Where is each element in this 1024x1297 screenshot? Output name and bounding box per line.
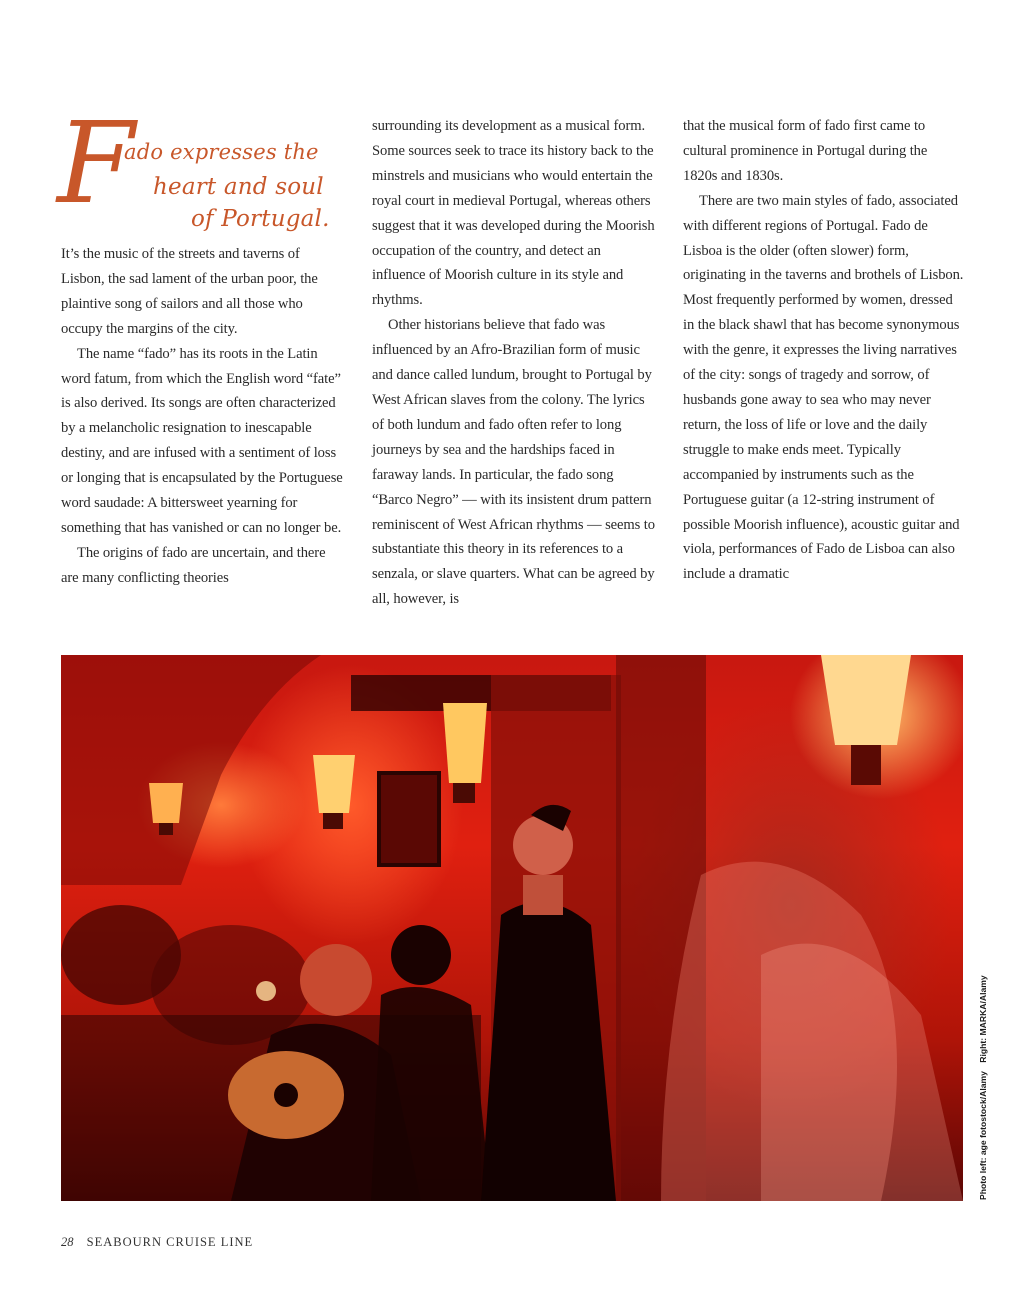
paragraph: The origins of fado are uncertain, and there are many conflicting theories [61,544,326,586]
paragraph: surrounding its development as a musical form. Some sources seek to trace its history back to the minstrels and musicians who would entertain the royal court in medieval Portugal, whereas others suggest that it was developed during the Moorish occupation of the country, and detect an influence of Moorish culture in its style and rhythms. [372,118,655,309]
pull-quote-line-1: ado expresses the [124,140,319,164]
photo-credit-left: Photo left: age fotostock/Alamy [978,1071,988,1200]
page-footer [61,1235,253,1250]
drop-cap: F [57,99,135,229]
fado-performance-photo [61,655,963,1201]
paragraph: that the musical form of fado first came to cultural prominence in Portugal during the 1820s and 1830s. [683,118,928,184]
pull-quote [57,99,343,238]
column-2 [372,114,656,612]
photo-credit-right: Right: MARKA/Alamy [978,975,988,1063]
wall-lamp-icon [443,703,487,803]
pull-quote-line-2: heart and soul [153,174,324,200]
photo-credit [978,975,988,1200]
paragraph: There are two main styles of fado, associated with different regions of Portugal. Fado de Lisboa is the older (often slower) form, originating in the taverns and brothels of Lisbon. Most frequently performed by women, dressed in the black shawl that has become synonymous with the genre, it expresses the living narratives of the city: songs of tragedy and sorrow, of husbands gone away to sea who may never return, the loss of life or love and the daily struggle to make ends meet. Typically accompanied by instruments such as the Portuguese guitar (a 12-string instrument of possible Moorish influence), acoustic guitar and viola, performances of Fado de Lisboa can also include a dramatic [683,192,964,583]
wall-lamp-icon [313,755,355,829]
column-3 [683,114,965,587]
page-number: 28 [61,1235,74,1249]
wall-lamp-icon [821,655,911,785]
paragraph: Other historians believe that fado was influenced by an Afro-Brazilian form of music and dance called lundum, brought to Portugal by West African slaves from the colony. The lyrics of both lundum and fado often refer to long journeys by sea and the hardships faced in faraway lands. In particular, the fado song “Barco Negro” — with its insistent drum pattern reminiscent of West African rhythms — seems to substantiate this theory in its references to a senzala, or slave quarters. What can be agreed by all, however, is [372,317,655,608]
publication-name: SEABOURN CRUISE LINE [86,1235,254,1249]
column-1 [57,99,343,591]
paragraph: The name “fado” has its roots in the Latin word fatum, from which the English word “fate” is also derived. Its songs are often characterized by a melancholic resignation to inescapable destiny, and are infused with a sentiment of loss or longing that is encapsulated by the Portuguese word saudade: A bittersweet yearning for something that has vanished or can no longer be. [61,345,343,536]
photo-illustration [61,655,963,1201]
paragraph: It’s the music of the streets and taverns of Lisbon, the sad lament of the urban poor, the plaintive song of sailors and all those who occupy the margins of the city. [61,246,318,337]
pull-quote-line-3: of Portugal. [191,206,330,232]
